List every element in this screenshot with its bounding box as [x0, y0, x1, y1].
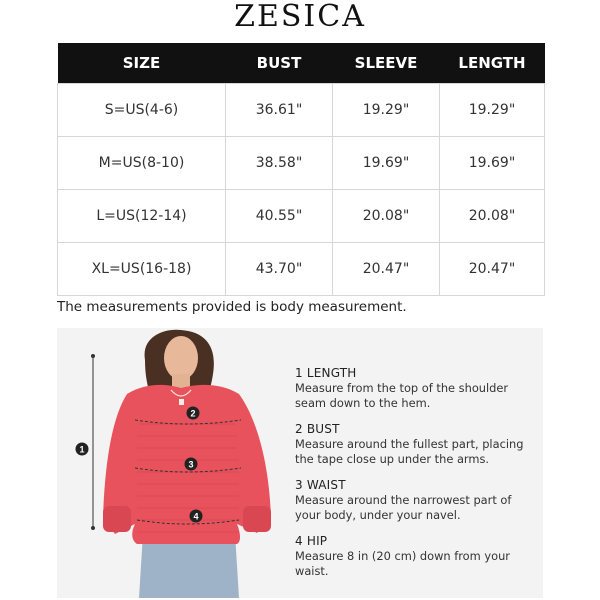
marker-hip [190, 510, 203, 523]
measurement-steps [295, 366, 539, 590]
marker-length-label: 1 [79, 444, 85, 455]
step-title: 1 LENGTH [295, 366, 357, 380]
brand-logo: ZESICA [234, 0, 366, 34]
measurement-note: The measurements provided is body measurement. [57, 299, 407, 315]
cell-bust: 36.61" [226, 84, 333, 137]
step-title: 2 BUST [295, 422, 340, 436]
cell-size: S=US(4-6) [58, 84, 226, 137]
step-desc-line: seam down to the hem. [295, 396, 431, 410]
cell-size: L=US(12-14) [58, 190, 226, 243]
cell-length: 20.08" [440, 190, 545, 243]
header-length: LENGTH [440, 43, 545, 84]
cell-bust: 38.58" [226, 137, 333, 190]
step-desc-line: Measure 8 in (20 cm) down from your waist. [295, 549, 510, 578]
measurement-guide-panel [57, 328, 543, 598]
cell-size: M=US(8-10) [58, 137, 226, 190]
marker-bust-label: 2 [190, 408, 196, 419]
step-title: 4 HIP [295, 534, 328, 548]
necklace-pendant [179, 399, 184, 405]
table-header-row [58, 43, 545, 84]
table-row [58, 190, 545, 243]
length-line-bottom-dot [91, 526, 95, 530]
cell-sleeve: 20.47" [333, 243, 440, 296]
step-desc-line: Measure around the fullest part, placing [295, 437, 524, 451]
header-sleeve: SLEEVE [333, 43, 440, 84]
marker-hip-label: 4 [193, 511, 199, 522]
step-hip [295, 534, 539, 579]
cell-sleeve: 19.29" [333, 84, 440, 137]
right-cuff [243, 506, 271, 532]
size-chart-table [57, 43, 545, 296]
cell-sleeve: 20.08" [333, 190, 440, 243]
cell-sleeve: 19.69" [333, 137, 440, 190]
left-cuff [103, 506, 131, 532]
step-desc-line: your body, under your navel. [295, 508, 461, 522]
table-row [58, 243, 545, 296]
length-line-top-dot [91, 354, 95, 358]
header-size: SIZE [58, 43, 226, 84]
cell-length: 19.69" [440, 137, 545, 190]
step-desc-line: Measure around the narrowest part of [295, 493, 512, 507]
cell-length: 20.47" [440, 243, 545, 296]
cell-size: XL=US(16-18) [58, 243, 226, 296]
table-row [58, 137, 545, 190]
face-shape [164, 336, 198, 380]
cell-length: 19.29" [440, 84, 545, 137]
step-waist [295, 478, 539, 523]
marker-length [76, 443, 89, 456]
step-desc-line: the tape close up under the arms. [295, 452, 490, 466]
marker-bust [187, 407, 200, 420]
model-figure [57, 328, 287, 598]
table-row [58, 84, 545, 137]
header-bust: BUST [226, 43, 333, 84]
marker-waist [185, 458, 198, 471]
step-title: 3 WAIST [295, 478, 346, 492]
step-length [295, 366, 539, 411]
cell-bust: 40.55" [226, 190, 333, 243]
step-bust [295, 422, 539, 467]
marker-waist-label: 3 [188, 459, 194, 470]
step-desc-line: Measure from the top of the shoulder [295, 381, 509, 395]
cell-bust: 43.70" [226, 243, 333, 296]
